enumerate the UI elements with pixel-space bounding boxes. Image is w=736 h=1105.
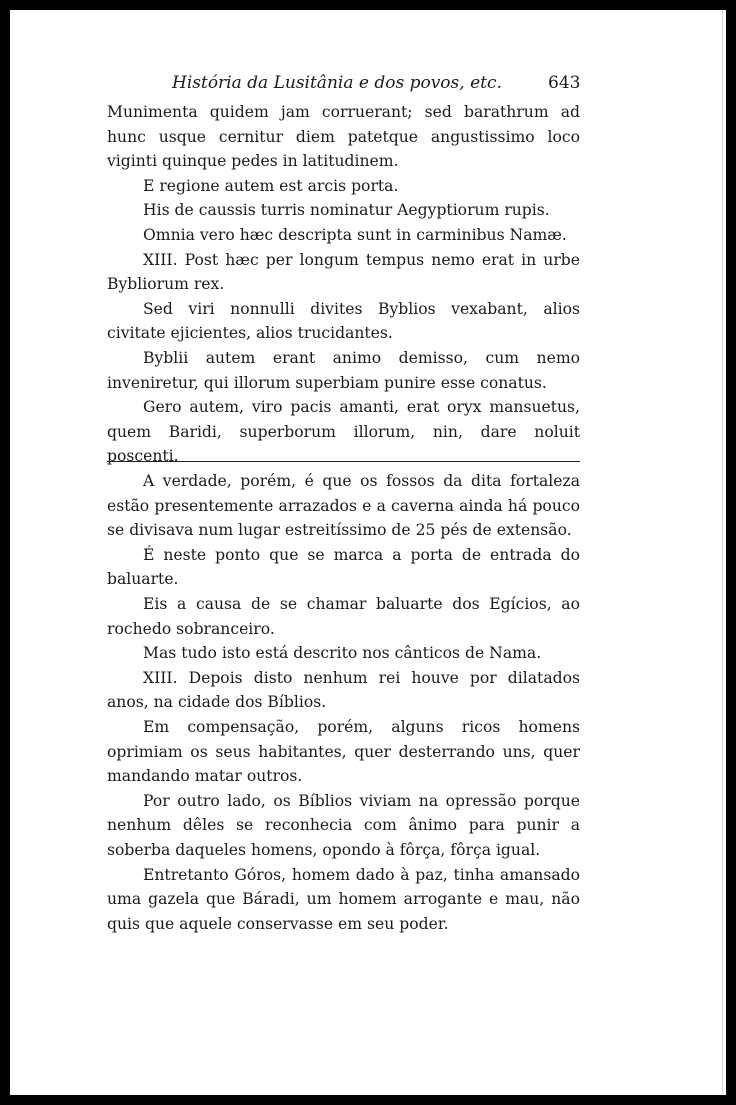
- page-number: 643: [548, 73, 581, 93]
- latin-paragraph: His de caussis turris nominatur Aegyptiorum rupis.: [143, 201, 550, 220]
- latin-paragraph: Omnia vero hæc descripta sunt in carminibus Namæ.: [143, 225, 567, 244]
- latin-paragraph: E regione autem est arcis porta.: [143, 176, 399, 195]
- page-header: [10, 73, 726, 97]
- portuguese-paragraph: XIII. Depois disto nenhum rei houve por dilatados anos, na cidade dos Bíblios.: [107, 668, 580, 712]
- portuguese-paragraph: A verdade, porém, é que os fossos da dita fortaleza estão presentemente arrazados e a caverna ainda há pouco se divisava num lugar estreitíssimo de 25 pés de extensão.: [107, 472, 580, 540]
- portuguese-paragraph: É neste ponto que se marca a porta de entrada do baluarte.: [107, 545, 580, 589]
- latin-paragraph: Munimenta quidem jam corruerant; sed barathrum ad hunc usque cernitur diem patetque angustissimo loco viginti quinque pedes in latitudinem.: [107, 103, 580, 171]
- latin-paragraph: XIII. Post hæc per longum tempus nemo erat in urbe Bybliorum rex.: [107, 250, 580, 294]
- latin-paragraph: Gero autem, viro pacis amanti, erat oryx mansuetus, quem Baridi, superborum illorum, nin, dare noluit poscenti.: [107, 398, 580, 466]
- portuguese-paragraph: Por outro lado, os Bíblios viviam na opressão porque nenhum dêles se reconhecia com ânimo para punir a soberba daqueles homens, opondo à fôrça, fôrça igual.: [107, 791, 580, 859]
- latin-text-block: [107, 100, 580, 469]
- portuguese-paragraph: Em compensação, porém, alguns ricos homens oprimiam os seus habitantes, quer desterrando uns, quer mandando matar outros.: [107, 717, 580, 786]
- portuguese-text-block: [107, 469, 580, 936]
- section-divider: [107, 461, 580, 462]
- portuguese-paragraph: Eis a causa de se chamar baluarte dos Egícios, ao rochedo sobranceiro.: [107, 594, 580, 638]
- running-title: História da Lusitânia e dos povos, etc.: [172, 73, 502, 93]
- latin-paragraph: Sed viri nonnulli divites Byblios vexabant, alios civitate ejicientes, alios trucidantes.: [107, 299, 580, 343]
- portuguese-paragraph: Mas tudo isto está descrito nos cânticos de Nama.: [143, 644, 542, 663]
- portuguese-paragraph: Entretanto Góros, homem dado à paz, tinha amansado uma gazela que Báradi, um homem arrogante e mau, não quis que aquele conservasse em seu poder.: [107, 865, 580, 933]
- book-page: [10, 10, 726, 1095]
- page-edge-line: [722, 10, 723, 1095]
- latin-paragraph: Byblii autem erant animo demisso, cum nemo inveniretur, qui illorum superbiam punire esse conatus.: [107, 348, 580, 392]
